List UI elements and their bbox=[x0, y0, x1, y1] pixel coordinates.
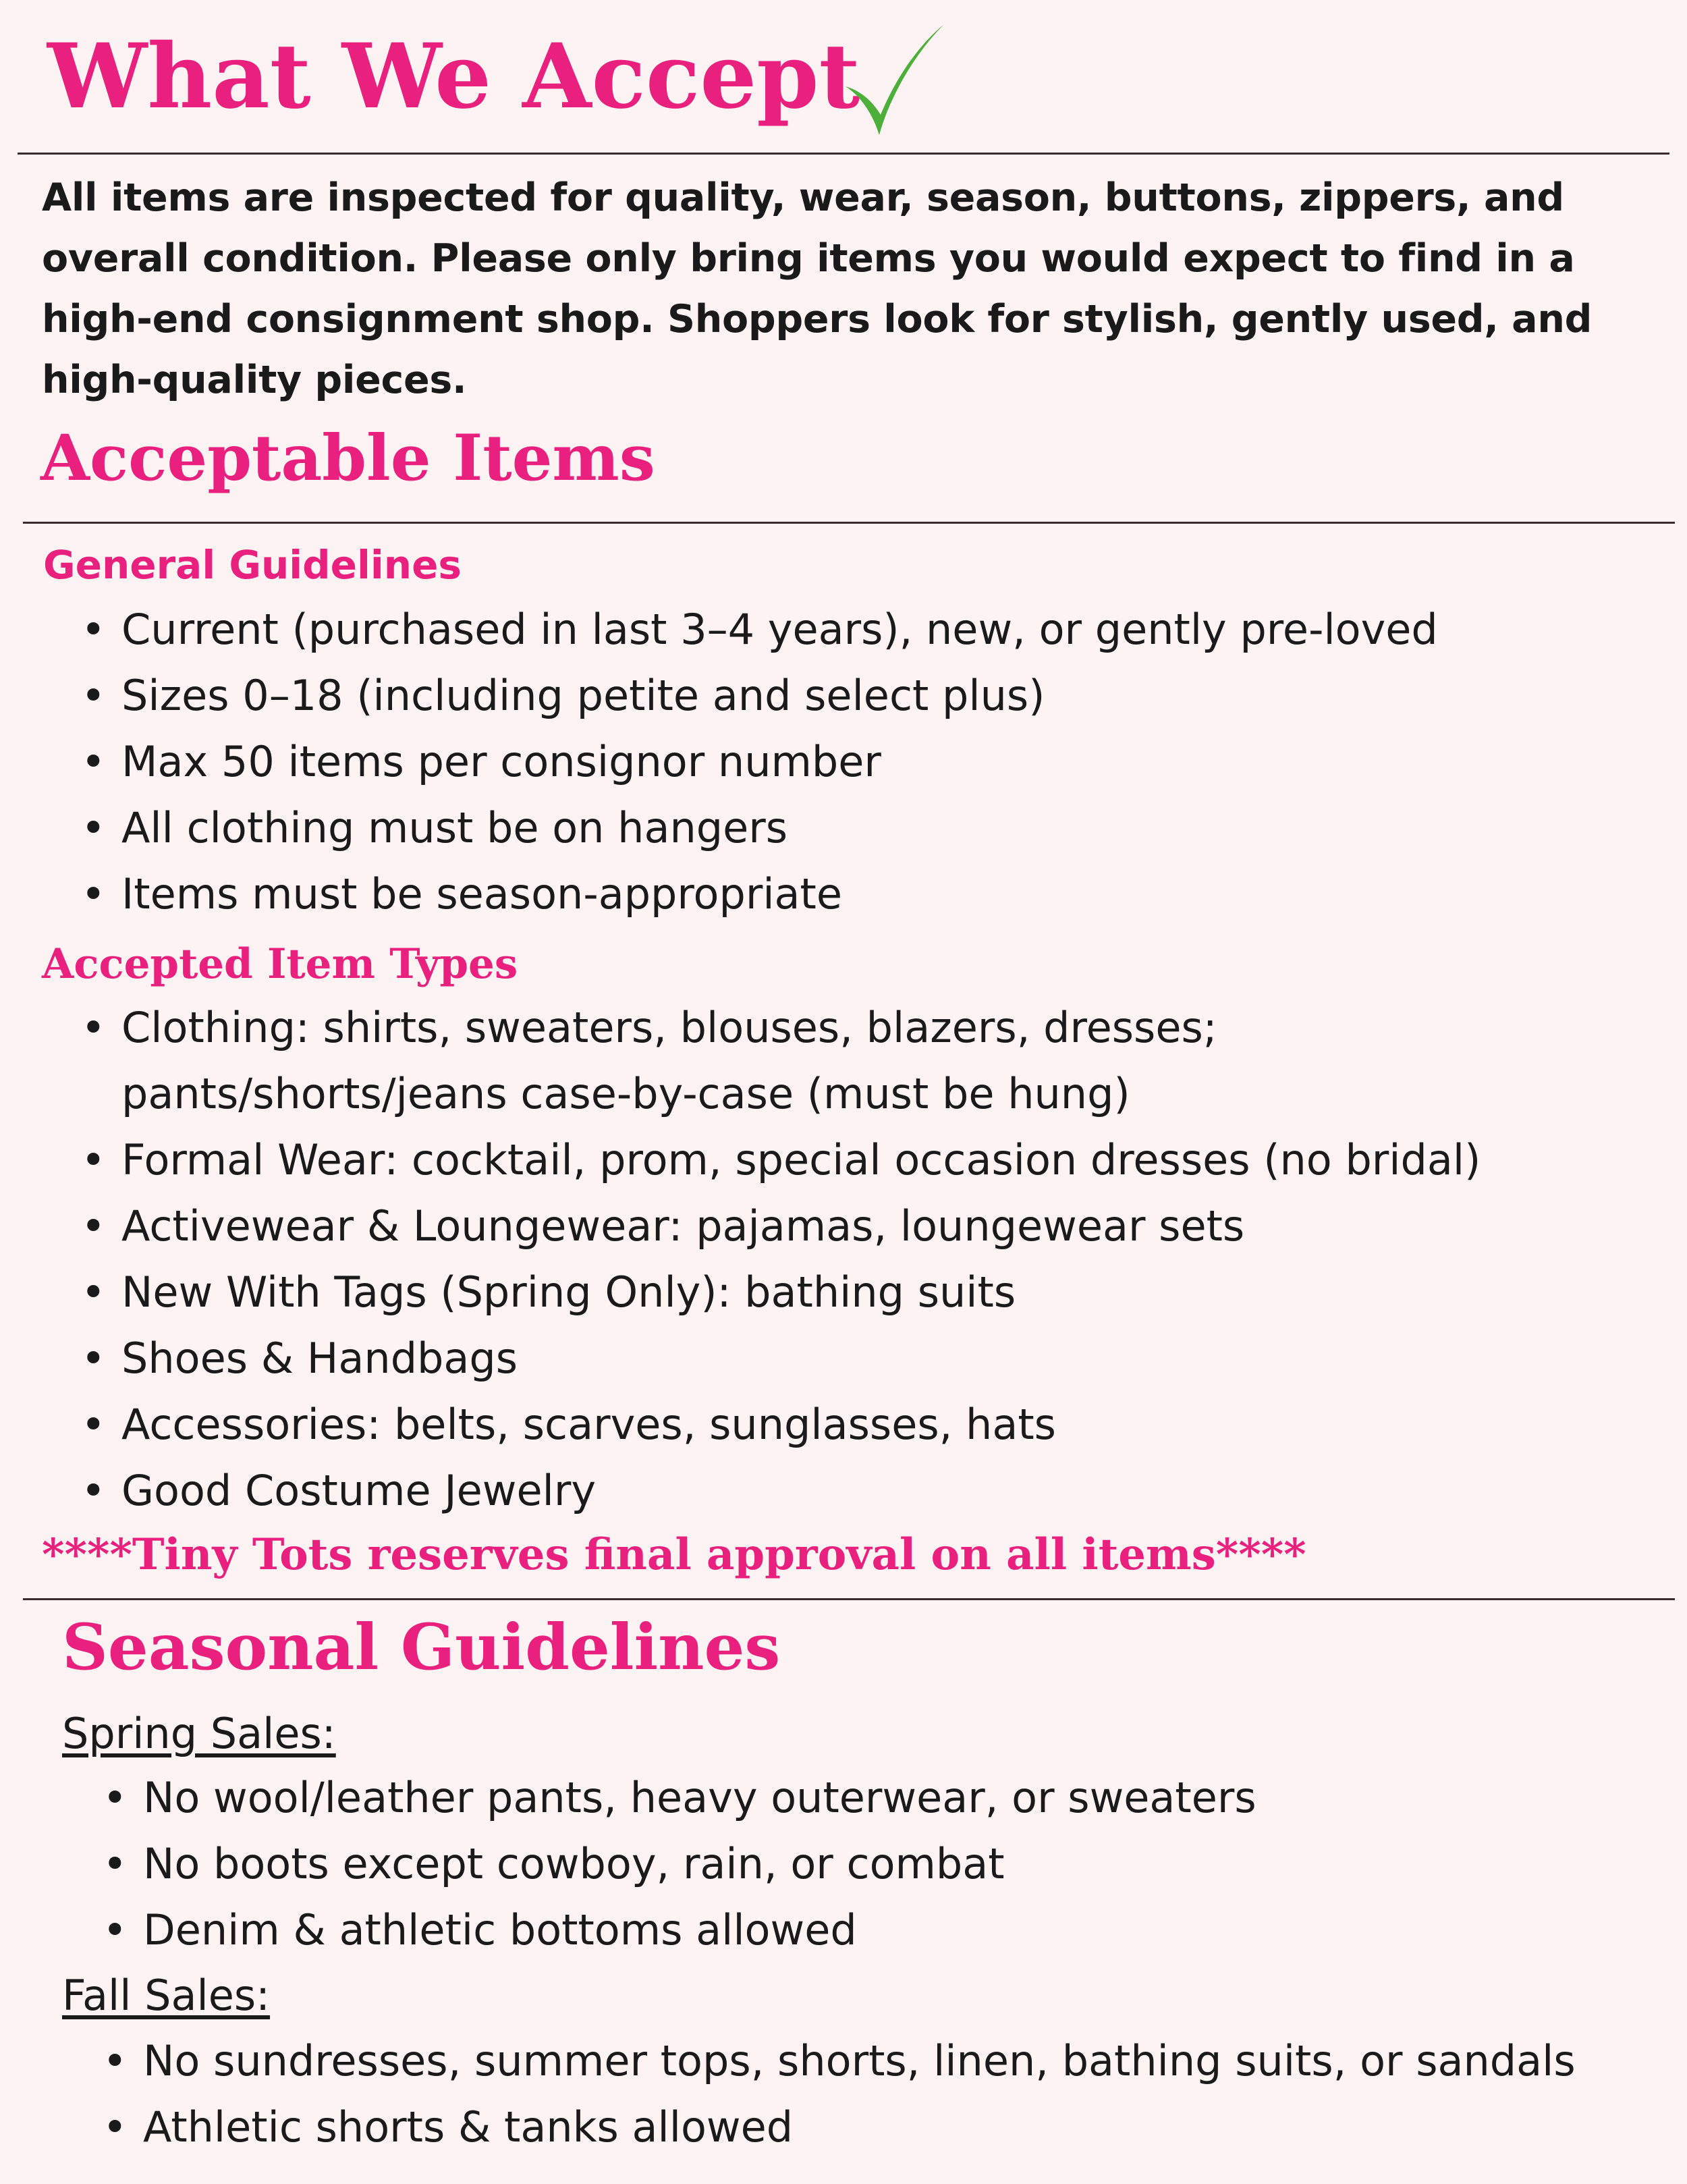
list-item: • Formal Wear: cocktail, prom, special occasion dresses (no bridal) bbox=[81, 1127, 1481, 1193]
bullet-icon: • bbox=[81, 869, 106, 919]
list-item: • No boots except cowboy, rain, or combat bbox=[103, 1831, 1256, 1897]
list-item: • Shoes & Handbags bbox=[81, 1326, 1481, 1392]
bullet-icon: • bbox=[81, 803, 106, 852]
seasonal-guidelines-heading: Seasonal Guidelines bbox=[62, 1610, 781, 1685]
bullet-icon: • bbox=[81, 1003, 106, 1052]
acceptable-items-heading: Acceptable Items bbox=[40, 421, 655, 495]
list-item: • Athletic shorts & tanks allowed bbox=[103, 2094, 1576, 2160]
list-item: • Current (purchased in last 3–4 years), new, or gently pre-loved bbox=[81, 597, 1438, 663]
list-item: • Denim & athletic bottoms allowed bbox=[103, 1897, 1256, 1963]
list-item: • Items must be season-appropriate bbox=[81, 861, 1438, 927]
bullet-icon: • bbox=[103, 1905, 128, 1955]
intro-paragraph: All items are inspected for quality, wear, season, buttons, zippers, and overall condition. Please only bring items you would expect to find in a high-end consignment shop. Shoppers look for stylish, gently used, and high-quality pieces. bbox=[42, 175, 1593, 402]
accepted-item-types-list bbox=[81, 995, 1481, 1524]
general-guidelines-heading: General Guidelines bbox=[43, 542, 462, 588]
bullet-icon: • bbox=[81, 1201, 106, 1251]
spring-sales-list bbox=[103, 1765, 1256, 1963]
bullet-icon: • bbox=[81, 671, 106, 720]
list-item: • No sundresses, summer tops, shorts, linen, bathing suits, or sandals bbox=[103, 2028, 1576, 2094]
list-item: • Accessories: belts, scarves, sunglasses, hats bbox=[81, 1392, 1481, 1458]
title-divider bbox=[18, 153, 1669, 155]
list-item: • Max 50 items per consignor number bbox=[81, 729, 1438, 795]
bullet-icon: • bbox=[81, 1400, 106, 1449]
general-guidelines-list bbox=[81, 597, 1438, 927]
bullet-icon: • bbox=[103, 2036, 128, 2085]
bullet-icon: • bbox=[81, 1334, 106, 1383]
bullet-icon: • bbox=[81, 1267, 106, 1317]
bullet-icon: • bbox=[103, 2102, 128, 2152]
fall-sales-label: Fall Sales: bbox=[62, 1971, 271, 2020]
list-item: • Activewear & Loungewear: pajamas, loungewear sets bbox=[81, 1193, 1481, 1259]
bullet-icon: • bbox=[81, 1466, 106, 1515]
list-item: • Good Costume Jewelry bbox=[81, 1458, 1481, 1524]
bullet-icon: • bbox=[103, 1773, 128, 1822]
list-item: • All clothing must be on hangers bbox=[81, 795, 1438, 861]
spring-sales-label: Spring Sales: bbox=[62, 1709, 336, 1758]
acceptable-divider bbox=[23, 522, 1675, 524]
checkmark-icon bbox=[840, 20, 948, 142]
seasonal-divider bbox=[23, 1598, 1675, 1600]
list-item: • No wool/leather pants, heavy outerwear, or sweaters bbox=[103, 1765, 1256, 1831]
fall-sales-list bbox=[103, 2028, 1576, 2160]
list-item: • Sizes 0–18 (including petite and select plus) bbox=[81, 663, 1438, 729]
approval-note: ****Tiny Tots reserves final approval on all items**** bbox=[42, 1529, 1306, 1580]
bullet-icon: • bbox=[81, 1135, 106, 1184]
list-item: • Clothing: shirts, sweaters, blouses, blazers, dresses; pants/shorts/jeans case-by-case (must be hung) bbox=[81, 995, 1481, 1127]
bullet-icon: • bbox=[81, 737, 106, 786]
accepted-item-types-heading: Accepted Item Types bbox=[42, 940, 518, 988]
bullet-icon: • bbox=[103, 1839, 128, 1888]
page-title: What We Accept bbox=[47, 24, 860, 129]
list-item: • New With Tags (Spring Only): bathing suits bbox=[81, 1259, 1481, 1326]
bullet-icon: • bbox=[81, 605, 106, 654]
